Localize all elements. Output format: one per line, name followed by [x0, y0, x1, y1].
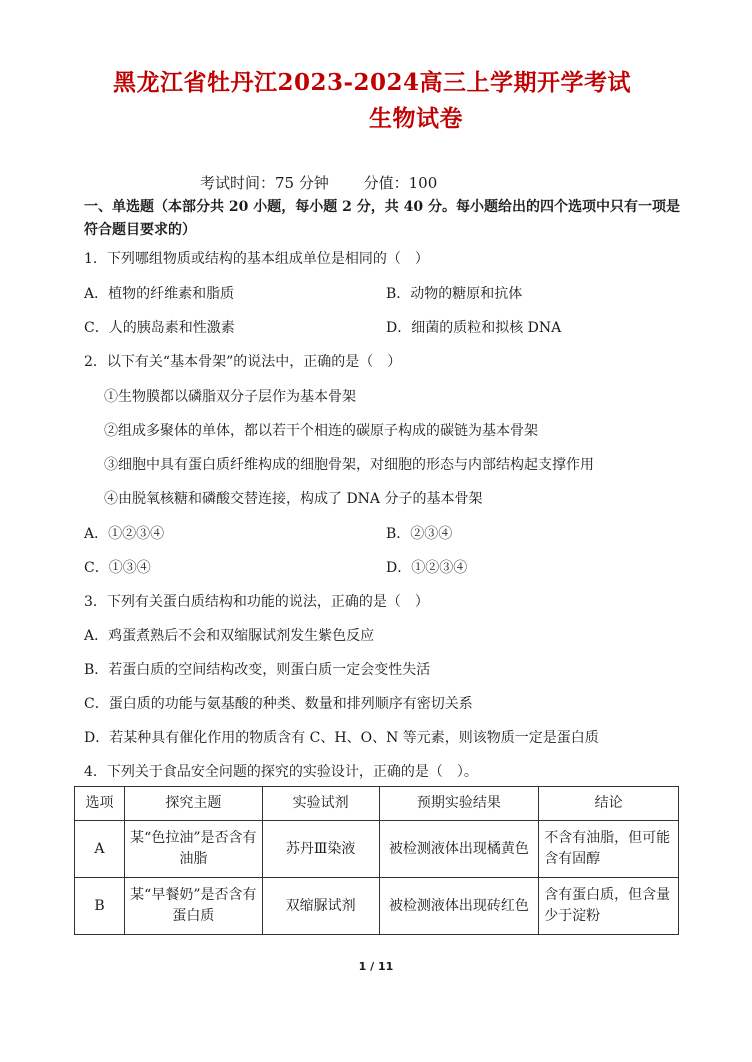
exam-time: 考试时间：75 分钟	[200, 174, 329, 192]
document-title: 黑龙江省牡丹江2023-2024高三上学期开学考试	[112, 69, 632, 96]
table-cell: 苏丹Ⅲ染液	[262, 821, 379, 878]
table-header-cell: 探究主题	[124, 787, 262, 821]
question-1-option-d: D．细菌的质粒和拟核 DNA	[386, 320, 562, 336]
question-2-stem: 2．以下有关“基本骨架”的说法中，正确的是（ ）	[84, 354, 402, 370]
document-subtitle: 生物试卷	[369, 105, 463, 132]
table-cell: 某“色拉油”是否含有油脂	[124, 821, 262, 878]
section-heading: 一、单选题（本部分共 20 小题，每小题 2 分，共 40 分。每小题给出的四个选项中只有一项是符合题目要求的）	[84, 199, 680, 238]
exam-score: 分值：100	[363, 174, 438, 192]
question-1-option-c: C．人的胰岛素和性激素	[84, 320, 235, 336]
table-cell: 双缩脲试剂	[262, 878, 379, 935]
page-number: 1 / 11	[358, 960, 394, 973]
table-cell: 某“早餐奶”是否含有蛋白质	[124, 878, 262, 935]
question-3-option-c: C．蛋白质的功能与氨基酸的种类、数量和排列顺序有密切关系	[84, 696, 473, 712]
exam-meta	[200, 172, 467, 193]
question-3-option-d: D．若某种具有催化作用的物质含有 C、H、O、N 等元素，则该物质一定是蛋白质	[84, 730, 599, 746]
table-cell: B	[75, 878, 125, 935]
question-2-option-a: A．①②③④	[84, 526, 165, 542]
question-3-stem: 3．下列有关蛋白质结构和功能的说法，正确的是（ ）	[84, 594, 429, 610]
table-row	[75, 878, 679, 935]
question-3-option-b: B．若蛋白质的空间结构改变，则蛋白质一定会变性失活	[84, 662, 431, 678]
question-2-option-b: B．②③④	[386, 526, 453, 542]
table-cell: 被检测液体出现橘黄色	[379, 821, 539, 878]
question-2-option-c: C．①③④	[84, 560, 151, 576]
table-header-cell: 选项	[75, 787, 125, 821]
question-1-stem: 1．下列哪组物质或结构的基本组成单位是相同的（ ）	[84, 251, 429, 267]
table-cell: 含有蛋白质，但含量少于淀粉	[539, 878, 679, 935]
question-1-option-b: B．动物的糖原和抗体	[386, 286, 523, 302]
table-header-cell: 结论	[539, 787, 679, 821]
question-3-option-a: A．鸡蛋煮熟后不会和双缩脲试剂发生紫色反应	[84, 628, 375, 644]
table-header-cell: 预期实验结果	[379, 787, 539, 821]
table-header-cell: 实验试剂	[262, 787, 379, 821]
question-2-statement-3: ③细胞中具有蛋白质纤维构成的细胞骨架，对细胞的形态与内部结构起支撑作用	[104, 457, 594, 473]
table-cell: A	[75, 821, 125, 878]
question-2-option-d: D．①②③④	[386, 560, 468, 576]
question-2-statement-4: ④由脱氧核糖和磷酸交替连接，构成了 DNA 分子的基本骨架	[104, 491, 483, 507]
table-row	[75, 821, 679, 878]
question-2-statement-2: ②组成多聚体的单体，都以若干个相连的碳原子构成的碳链为基本骨架	[104, 423, 538, 439]
question-2-statement-1: ①生物膜都以磷脂双分子层作为基本骨架	[104, 389, 356, 405]
table-cell: 不含有油脂，但可能含有固醇	[539, 821, 679, 878]
table-cell: 被检测液体出现砖红色	[379, 878, 539, 935]
table-header-row	[75, 787, 679, 821]
question-1-option-a: A．植物的纤维素和脂质	[84, 286, 235, 302]
question-4-table	[74, 786, 679, 935]
question-4-stem: 4．下列关于食品安全问题的探究的实验设计，正确的是（ ）。	[84, 764, 478, 780]
